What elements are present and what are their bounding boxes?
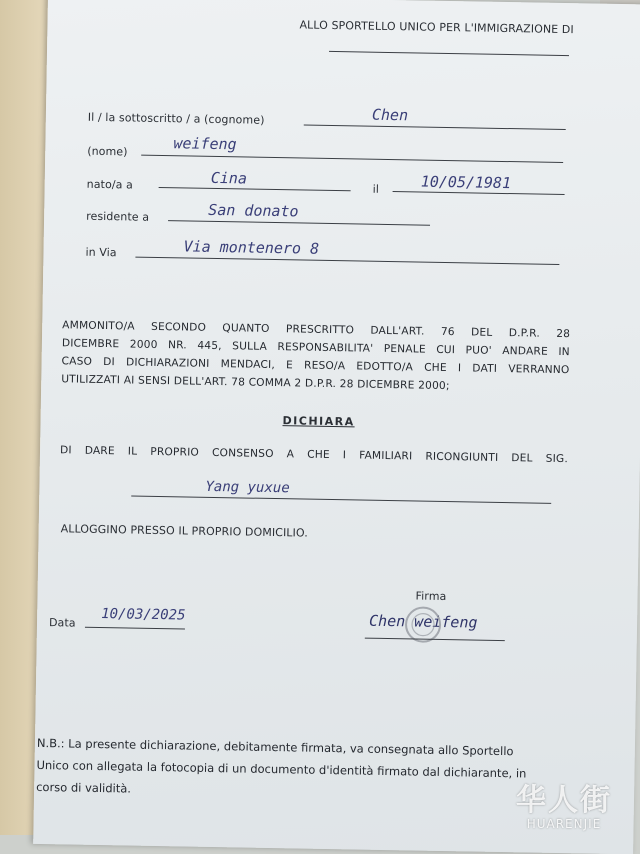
ammonito-paragraph (61, 316, 570, 397)
nato-value: Cina (210, 168, 248, 188)
nome-label: (nome) (87, 144, 128, 159)
form-title: ALLO SPORTELLO UNICO PER L'IMMIGRAZIONE DI (299, 18, 574, 37)
data-line (85, 627, 185, 630)
sig-line (131, 496, 551, 504)
nome-value: weifeng (173, 134, 237, 154)
via-label: in Via (85, 245, 117, 260)
watermark-site: HUARENJIE (526, 817, 602, 831)
firma-label: Firma (415, 589, 447, 604)
residente-value: San donato (208, 200, 299, 221)
cognome-label: Il / la sottoscritto / a (cognome) (87, 110, 265, 127)
site-watermark (494, 785, 634, 831)
data-value: 10/03/2025 (101, 606, 186, 624)
nome-line (141, 155, 563, 163)
il-value: 10/05/1981 (420, 172, 512, 193)
residente-line (168, 220, 430, 226)
watermark-logo: 华人街 (516, 783, 612, 818)
nb-note-line: N.B.: La presente dichiarazione, debitamente firmata, va consegnata allo Sportello (36, 735, 514, 759)
il-label: il (372, 182, 380, 196)
residente-label: residente a (86, 209, 150, 224)
sig-value: Yang yuxue (205, 478, 290, 497)
alloggio-text: ALLOGGINO PRESSO IL PROPRIO DOMICILIO. (60, 522, 308, 540)
via-line (135, 257, 559, 265)
il-line (393, 191, 565, 195)
ammonito-line: AMMONITO/A SECONDO QUANTO PRESCRITTO DALL'ART. 76 DEL D.P.R. 28 (62, 319, 571, 341)
nb-note-line: corso di validità. (36, 779, 132, 796)
dichiara-heading: DICHIARA (282, 414, 355, 429)
via-value: Via montenero 8 (183, 237, 320, 258)
nato-line (159, 187, 351, 191)
office-blank-line (329, 51, 569, 56)
cognome-value: Chen (371, 105, 409, 125)
nato-label: nato/a a (86, 177, 134, 192)
ammonito-line: DICEMBRE 2000 NR. 445, SULLA RESPONSABILITA' PENALE CUI PUO' ANDARE IN (61, 337, 570, 359)
nb-note-line: Unico con allegata la fotocopia di un documento d'identità firmato dal dichiarante, in (36, 757, 527, 781)
declaration-form (33, 0, 640, 854)
firma-signature: Chen weifeng (368, 611, 478, 632)
data-label: Data (48, 616, 76, 630)
ammonito-line: CASO DI DICHIARAZIONI MENDACI, E RESO/A EDOTTO/A CHE I DATI VERRANNO (61, 355, 570, 377)
ammonito-line: UTILIZZATI AI SENSI DELL'ART. 78 COMMA 2 D.P.R. 28 DICEMBRE 2000; (61, 373, 450, 393)
cognome-line (304, 124, 566, 130)
consenso-line: DI DARE IL PROPRIO CONSENSO A CHE I FAMILIARI RICONGIUNTI DEL SIG. (59, 444, 569, 466)
